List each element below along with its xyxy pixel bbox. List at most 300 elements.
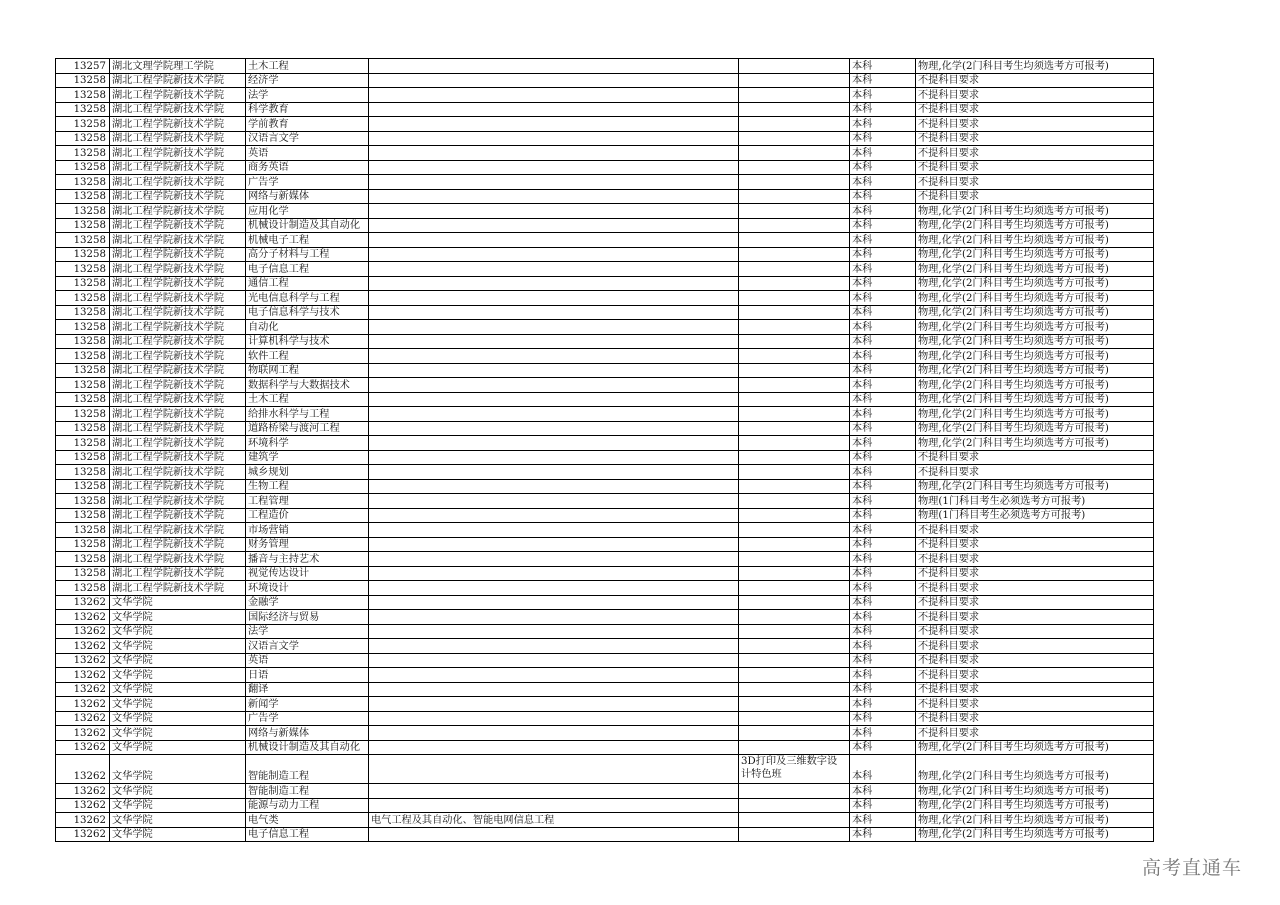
- school-code-cell: 13262: [56, 682, 110, 697]
- major-name-cell: 法学: [246, 624, 369, 639]
- subject-requirement-cell: 不提科目要求: [916, 73, 1154, 88]
- school-name-cell: 湖北工程学院新技术学院: [110, 204, 246, 219]
- subject-requirement-cell: 不提科目要求: [916, 595, 1154, 610]
- remark-cell: [739, 421, 850, 436]
- major-name-cell: 生物工程: [246, 479, 369, 494]
- table-row: [56, 102, 1154, 117]
- level-cell: 本科: [850, 784, 916, 799]
- subject-requirement-cell: 不提科目要求: [916, 450, 1154, 465]
- school-code-cell: 13262: [56, 711, 110, 726]
- school-name-cell: 湖北工程学院新技术学院: [110, 320, 246, 335]
- school-code-cell: 13262: [56, 740, 110, 755]
- major-includes-cell: [369, 784, 739, 799]
- school-name-cell: 湖北工程学院新技术学院: [110, 117, 246, 132]
- school-name-cell: 湖北工程学院新技术学院: [110, 131, 246, 146]
- subject-requirement-cell: 物理,化学(2门科目考生均须选考方可报考): [916, 262, 1154, 277]
- subject-requirement-cell: 不提科目要求: [916, 523, 1154, 538]
- school-code-cell: 13258: [56, 421, 110, 436]
- major-includes-cell: [369, 711, 739, 726]
- subject-requirement-cell: 不提科目要求: [916, 160, 1154, 175]
- remark-cell: [739, 407, 850, 422]
- table-row: [56, 581, 1154, 596]
- level-cell: 本科: [850, 59, 916, 74]
- school-name-cell: 湖北工程学院新技术学院: [110, 407, 246, 422]
- remark-cell: [739, 291, 850, 306]
- subject-requirement-cell: 物理,化学(2门科目考生均须选考方可报考): [916, 247, 1154, 262]
- level-cell: 本科: [850, 450, 916, 465]
- level-cell: 本科: [850, 117, 916, 132]
- remark-cell: [739, 247, 850, 262]
- major-name-cell: 建筑学: [246, 450, 369, 465]
- school-code-cell: 13258: [56, 450, 110, 465]
- major-includes-cell: [369, 755, 739, 784]
- major-name-cell: 智能制造工程: [246, 755, 369, 784]
- watermark-text: 高考直通车: [1142, 857, 1243, 879]
- subject-requirement-cell: 物理,化学(2门科目考生均须选考方可报考): [916, 204, 1154, 219]
- major-name-cell: 法学: [246, 88, 369, 103]
- school-code-cell: 13262: [56, 827, 110, 842]
- remark-cell: [739, 117, 850, 132]
- school-name-cell: 湖北工程学院新技术学院: [110, 508, 246, 523]
- subject-requirement-cell: 不提科目要求: [916, 175, 1154, 190]
- major-includes-cell: [369, 276, 739, 291]
- major-includes-cell: [369, 610, 739, 625]
- major-includes-cell: [369, 552, 739, 567]
- subject-requirement-cell: 不提科目要求: [916, 610, 1154, 625]
- level-cell: 本科: [850, 668, 916, 683]
- table-row: [56, 755, 1154, 784]
- level-cell: 本科: [850, 755, 916, 784]
- major-includes-cell: [369, 566, 739, 581]
- table-row: [56, 189, 1154, 204]
- subject-requirement-cell: 物理(1门科目考生必须选考方可报考): [916, 508, 1154, 523]
- major-name-cell: 电子信息科学与技术: [246, 305, 369, 320]
- school-name-cell: 文华学院: [110, 813, 246, 828]
- school-code-cell: 13257: [56, 59, 110, 74]
- subject-requirement-cell: 物理(1门科目考生必须选考方可报考): [916, 494, 1154, 509]
- major-name-cell: 广告学: [246, 175, 369, 190]
- school-name-cell: 湖北工程学院新技术学院: [110, 349, 246, 364]
- level-cell: 本科: [850, 102, 916, 117]
- school-name-cell: 文华学院: [110, 711, 246, 726]
- major-includes-cell: [369, 378, 739, 393]
- school-name-cell: 湖北工程学院新技术学院: [110, 378, 246, 393]
- subject-requirement-cell: 物理,化学(2门科目考生均须选考方可报考): [916, 349, 1154, 364]
- remark-cell: [739, 59, 850, 74]
- school-name-cell: 湖北工程学院新技术学院: [110, 233, 246, 248]
- level-cell: 本科: [850, 624, 916, 639]
- major-name-cell: 光电信息科学与工程: [246, 291, 369, 306]
- major-includes-cell: [369, 146, 739, 161]
- school-code-cell: 13258: [56, 262, 110, 277]
- subject-requirement-cell: 不提科目要求: [916, 566, 1154, 581]
- table-row: [56, 740, 1154, 755]
- table-row: [56, 262, 1154, 277]
- major-name-cell: 环境设计: [246, 581, 369, 596]
- table-row: [56, 117, 1154, 132]
- remark-cell: [739, 784, 850, 799]
- table-row: [56, 813, 1154, 828]
- school-name-cell: 湖北工程学院新技术学院: [110, 189, 246, 204]
- major-name-cell: 电子信息工程: [246, 262, 369, 277]
- level-cell: 本科: [850, 407, 916, 422]
- major-name-cell: 商务英语: [246, 160, 369, 175]
- major-name-cell: 能源与动力工程: [246, 798, 369, 813]
- major-name-cell: 学前教育: [246, 117, 369, 132]
- major-name-cell: 电子信息工程: [246, 827, 369, 842]
- table-row: [56, 407, 1154, 422]
- school-code-cell: 13258: [56, 117, 110, 132]
- table-row: [56, 247, 1154, 262]
- school-code-cell: 13262: [56, 798, 110, 813]
- school-name-cell: 湖北工程学院新技术学院: [110, 363, 246, 378]
- major-includes-cell: [369, 639, 739, 654]
- major-name-cell: 自动化: [246, 320, 369, 335]
- school-code-cell: 13258: [56, 566, 110, 581]
- school-code-cell: 13258: [56, 465, 110, 480]
- school-name-cell: 湖北工程学院新技术学院: [110, 523, 246, 538]
- school-name-cell: 文华学院: [110, 624, 246, 639]
- remark-cell: [739, 262, 850, 277]
- level-cell: 本科: [850, 813, 916, 828]
- school-code-cell: 13258: [56, 407, 110, 422]
- subject-requirement-cell: 物理,化学(2门科目考生均须选考方可报考): [916, 320, 1154, 335]
- remark-cell: [739, 189, 850, 204]
- major-includes-cell: [369, 537, 739, 552]
- subject-requirement-cell: 物理,化学(2门科目考生均须选考方可报考): [916, 784, 1154, 799]
- school-name-cell: 文华学院: [110, 610, 246, 625]
- major-name-cell: 道路桥梁与渡河工程: [246, 421, 369, 436]
- remark-cell: [739, 363, 850, 378]
- remark-cell: [739, 334, 850, 349]
- major-name-cell: 工程造价: [246, 508, 369, 523]
- school-code-cell: 13262: [56, 668, 110, 683]
- remark-cell: [739, 146, 850, 161]
- major-includes-cell: [369, 595, 739, 610]
- level-cell: 本科: [850, 711, 916, 726]
- major-includes-cell: [369, 59, 739, 74]
- table-row: [56, 494, 1154, 509]
- school-code-cell: 13258: [56, 189, 110, 204]
- remark-cell: [739, 276, 850, 291]
- school-name-cell: 湖北工程学院新技术学院: [110, 218, 246, 233]
- level-cell: 本科: [850, 610, 916, 625]
- level-cell: 本科: [850, 291, 916, 306]
- school-code-cell: 13258: [56, 363, 110, 378]
- school-name-cell: 湖北工程学院新技术学院: [110, 450, 246, 465]
- school-name-cell: 湖北工程学院新技术学院: [110, 175, 246, 190]
- remark-cell: [739, 595, 850, 610]
- table-row: [56, 798, 1154, 813]
- major-name-cell: 机械电子工程: [246, 233, 369, 248]
- remark-cell: [739, 160, 850, 175]
- table-row: [56, 131, 1154, 146]
- remark-cell: [739, 508, 850, 523]
- school-name-cell: 文华学院: [110, 726, 246, 741]
- table-body: [56, 59, 1154, 842]
- table-row: [56, 465, 1154, 480]
- level-cell: 本科: [850, 697, 916, 712]
- remark-cell: [739, 436, 850, 451]
- subject-requirement-cell: 物理,化学(2门科目考生均须选考方可报考): [916, 436, 1154, 451]
- major-includes-cell: [369, 479, 739, 494]
- major-includes-cell: [369, 320, 739, 335]
- school-name-cell: 湖北工程学院新技术学院: [110, 436, 246, 451]
- major-name-cell: 电气类: [246, 813, 369, 828]
- school-code-cell: 13262: [56, 624, 110, 639]
- remark-cell: [739, 392, 850, 407]
- major-name-cell: 汉语言文学: [246, 639, 369, 654]
- school-name-cell: 湖北工程学院新技术学院: [110, 334, 246, 349]
- subject-requirement-cell: 不提科目要求: [916, 537, 1154, 552]
- school-code-cell: 13262: [56, 653, 110, 668]
- level-cell: 本科: [850, 827, 916, 842]
- table-row: [56, 233, 1154, 248]
- level-cell: 本科: [850, 233, 916, 248]
- table-row: [56, 610, 1154, 625]
- level-cell: 本科: [850, 639, 916, 654]
- table-row: [56, 160, 1154, 175]
- remark-cell: [739, 233, 850, 248]
- major-includes-cell: [369, 494, 739, 509]
- school-name-cell: 湖北工程学院新技术学院: [110, 552, 246, 567]
- table-row: [56, 508, 1154, 523]
- school-name-cell: 湖北工程学院新技术学院: [110, 160, 246, 175]
- level-cell: 本科: [850, 378, 916, 393]
- school-name-cell: 湖北工程学院新技术学院: [110, 305, 246, 320]
- major-includes-cell: [369, 160, 739, 175]
- major-name-cell: 应用化学: [246, 204, 369, 219]
- major-includes-cell: [369, 653, 739, 668]
- level-cell: 本科: [850, 247, 916, 262]
- subject-requirement-cell: 物理,化学(2门科目考生均须选考方可报考): [916, 291, 1154, 306]
- subject-requirement-cell: 不提科目要求: [916, 131, 1154, 146]
- remark-cell: [739, 479, 850, 494]
- remark-cell: [739, 537, 850, 552]
- major-includes-cell: [369, 305, 739, 320]
- subject-requirement-cell: 不提科目要求: [916, 102, 1154, 117]
- major-includes-cell: [369, 291, 739, 306]
- major-includes-cell: [369, 349, 739, 364]
- major-name-cell: 物联网工程: [246, 363, 369, 378]
- remark-cell: [739, 697, 850, 712]
- major-name-cell: 工程管理: [246, 494, 369, 509]
- major-includes-cell: [369, 421, 739, 436]
- school-name-cell: 湖北工程学院新技术学院: [110, 146, 246, 161]
- school-code-cell: 13258: [56, 233, 110, 248]
- school-code-cell: 13262: [56, 813, 110, 828]
- school-code-cell: 13258: [56, 175, 110, 190]
- major-includes-cell: [369, 131, 739, 146]
- remark-cell: [739, 813, 850, 828]
- table-row: [56, 276, 1154, 291]
- remark-cell: [739, 204, 850, 219]
- table-row: [56, 552, 1154, 567]
- level-cell: 本科: [850, 73, 916, 88]
- school-name-cell: 湖北工程学院新技术学院: [110, 421, 246, 436]
- table-row: [56, 639, 1154, 654]
- subject-requirement-cell: 物理,化学(2门科目考生均须选考方可报考): [916, 755, 1154, 784]
- subject-requirement-cell: 不提科目要求: [916, 639, 1154, 654]
- table-row: [56, 88, 1154, 103]
- school-code-cell: 13262: [56, 610, 110, 625]
- remark-cell: [739, 305, 850, 320]
- subject-requirement-cell: 物理,化学(2门科目考生均须选考方可报考): [916, 479, 1154, 494]
- table-row: [56, 73, 1154, 88]
- remark-cell: [739, 726, 850, 741]
- table-row: [56, 146, 1154, 161]
- remark-cell: [739, 523, 850, 538]
- school-code-cell: 13262: [56, 755, 110, 784]
- school-name-cell: 文华学院: [110, 827, 246, 842]
- table-row: [56, 566, 1154, 581]
- school-name-cell: 湖北工程学院新技术学院: [110, 392, 246, 407]
- subject-requirement-cell: 不提科目要求: [916, 711, 1154, 726]
- major-name-cell: 网络与新媒体: [246, 189, 369, 204]
- table-row: [56, 334, 1154, 349]
- remark-cell: [739, 494, 850, 509]
- subject-requirement-cell: 物理,化学(2门科目考生均须选考方可报考): [916, 421, 1154, 436]
- remark-cell: [739, 740, 850, 755]
- school-name-cell: 文华学院: [110, 798, 246, 813]
- major-includes-cell: [369, 189, 739, 204]
- school-name-cell: 湖北工程学院新技术学院: [110, 262, 246, 277]
- table-row: [56, 653, 1154, 668]
- remark-cell: [739, 175, 850, 190]
- level-cell: 本科: [850, 363, 916, 378]
- major-name-cell: 科学教育: [246, 102, 369, 117]
- subject-requirement-cell: 物理,化学(2门科目考生均须选考方可报考): [916, 798, 1154, 813]
- remark-cell: [739, 610, 850, 625]
- subject-requirement-cell: 不提科目要求: [916, 552, 1154, 567]
- major-includes-cell: [369, 233, 739, 248]
- major-includes-cell: [369, 262, 739, 277]
- major-name-cell: 日语: [246, 668, 369, 683]
- remark-cell: [739, 668, 850, 683]
- level-cell: 本科: [850, 334, 916, 349]
- table-row: [56, 827, 1154, 842]
- subject-requirement-cell: 不提科目要求: [916, 146, 1154, 161]
- school-code-cell: 13258: [56, 102, 110, 117]
- major-includes-cell: [369, 798, 739, 813]
- school-code-cell: 13258: [56, 320, 110, 335]
- subject-requirement-cell: 不提科目要求: [916, 682, 1154, 697]
- major-name-cell: 城乡规划: [246, 465, 369, 480]
- subject-requirement-cell: 物理,化学(2门科目考生均须选考方可报考): [916, 334, 1154, 349]
- level-cell: 本科: [850, 392, 916, 407]
- level-cell: 本科: [850, 175, 916, 190]
- school-code-cell: 13258: [56, 479, 110, 494]
- table-row: [56, 711, 1154, 726]
- subject-requirement-cell: 物理,化学(2门科目考生均须选考方可报考): [916, 363, 1154, 378]
- level-cell: 本科: [850, 726, 916, 741]
- subject-requirement-cell: 物理,化学(2门科目考生均须选考方可报考): [916, 392, 1154, 407]
- remark-cell: [739, 88, 850, 103]
- major-name-cell: 高分子材料与工程: [246, 247, 369, 262]
- level-cell: 本科: [850, 494, 916, 509]
- remark-cell: [739, 378, 850, 393]
- school-code-cell: 13258: [56, 378, 110, 393]
- school-name-cell: 文华学院: [110, 697, 246, 712]
- remark-cell: [739, 450, 850, 465]
- major-name-cell: 计算机科学与技术: [246, 334, 369, 349]
- major-name-cell: 汉语言文学: [246, 131, 369, 146]
- major-includes-cell: [369, 407, 739, 422]
- remark-cell: 3D打印及三维数字设计特色班: [739, 755, 850, 784]
- school-code-cell: 13258: [56, 392, 110, 407]
- level-cell: 本科: [850, 349, 916, 364]
- school-name-cell: 湖北工程学院新技术学院: [110, 73, 246, 88]
- major-name-cell: 金融学: [246, 595, 369, 610]
- school-name-cell: 湖北工程学院新技术学院: [110, 465, 246, 480]
- level-cell: 本科: [850, 262, 916, 277]
- school-name-cell: 文华学院: [110, 595, 246, 610]
- remark-cell: [739, 711, 850, 726]
- remark-cell: [739, 218, 850, 233]
- major-includes-cell: [369, 668, 739, 683]
- school-code-cell: 13258: [56, 581, 110, 596]
- major-name-cell: 软件工程: [246, 349, 369, 364]
- major-includes-cell: [369, 88, 739, 103]
- level-cell: 本科: [850, 160, 916, 175]
- subject-requirement-cell: 不提科目要求: [916, 726, 1154, 741]
- school-code-cell: 13258: [56, 552, 110, 567]
- major-includes-cell: [369, 740, 739, 755]
- table-row: [56, 218, 1154, 233]
- major-name-cell: 视觉传达设计: [246, 566, 369, 581]
- school-code-cell: 13262: [56, 726, 110, 741]
- remark-cell: [739, 653, 850, 668]
- school-name-cell: 文华学院: [110, 682, 246, 697]
- remark-cell: [739, 73, 850, 88]
- remark-cell: [739, 349, 850, 364]
- level-cell: 本科: [850, 204, 916, 219]
- remark-cell: [739, 102, 850, 117]
- remark-cell: [739, 798, 850, 813]
- school-name-cell: 文华学院: [110, 755, 246, 784]
- major-includes-cell: [369, 204, 739, 219]
- level-cell: 本科: [850, 798, 916, 813]
- table-row: [56, 349, 1154, 364]
- major-includes-cell: [369, 436, 739, 451]
- table-row: [56, 392, 1154, 407]
- major-name-cell: 新闻学: [246, 697, 369, 712]
- school-code-cell: 13258: [56, 523, 110, 538]
- table-row: [56, 784, 1154, 799]
- level-cell: 本科: [850, 682, 916, 697]
- table-row: [56, 697, 1154, 712]
- table-row: [56, 624, 1154, 639]
- level-cell: 本科: [850, 131, 916, 146]
- table-row: [56, 537, 1154, 552]
- major-name-cell: 通信工程: [246, 276, 369, 291]
- school-code-cell: 13258: [56, 131, 110, 146]
- school-code-cell: 13258: [56, 291, 110, 306]
- remark-cell: [739, 552, 850, 567]
- level-cell: 本科: [850, 276, 916, 291]
- table-row: [56, 204, 1154, 219]
- school-code-cell: 13258: [56, 305, 110, 320]
- major-includes-cell: [369, 102, 739, 117]
- school-code-cell: 13258: [56, 436, 110, 451]
- school-name-cell: 湖北工程学院新技术学院: [110, 479, 246, 494]
- subject-requirement-cell: 物理,化学(2门科目考生均须选考方可报考): [916, 407, 1154, 422]
- school-name-cell: 湖北工程学院新技术学院: [110, 581, 246, 596]
- school-name-cell: 湖北工程学院新技术学院: [110, 88, 246, 103]
- level-cell: 本科: [850, 320, 916, 335]
- major-name-cell: 智能制造工程: [246, 784, 369, 799]
- major-includes-cell: [369, 450, 739, 465]
